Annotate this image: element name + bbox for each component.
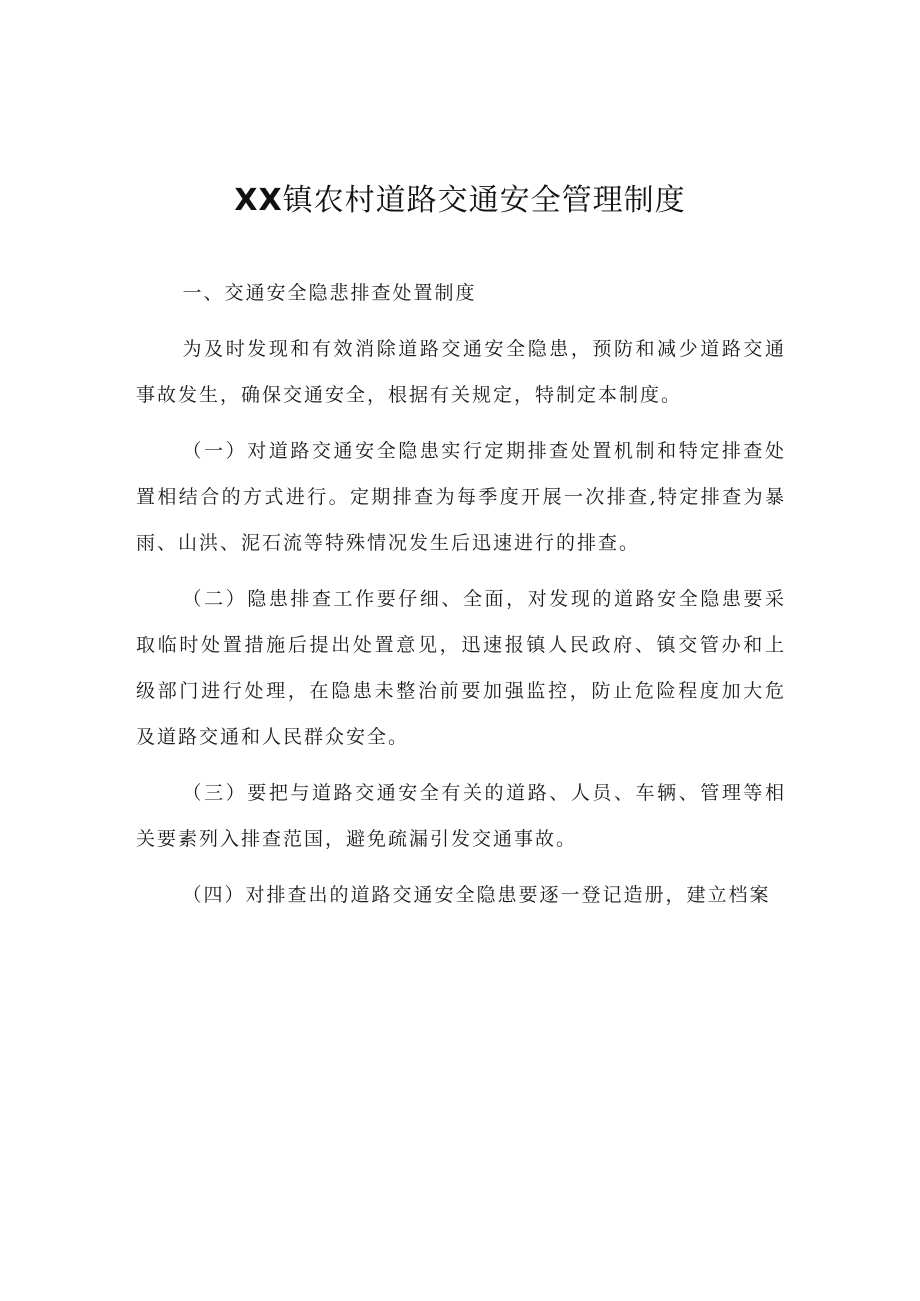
paragraph-item-1: （一）对道路交通安全隐患实行定期排查处置机制和特定排查处置相结合的方式进行。定期排查为每季度开展一次排查,特定排查为暴雨、山洪、泥石流等特殊情况发生后迅速进行的排查。 [136,440,786,554]
paragraph-intro: 为及时发现和有效消除道路交通安全隐患，预防和减少道路交通事故发生，确保交通安全，根据有关规定，特制定本制度。 [136,338,786,406]
document-title [0,178,920,224]
paragraph-item-4: （四）对排查出的道路交通安全隐患要逐一登记造册，建立档案 [182,884,771,906]
paragraph-item-3: （三）要把与道路交通安全有关的道路、人员、车辆、管理等相关要素列入排查范国，避免疏漏引发交通事故。 [136,782,786,850]
title-main: 镇农村道路交通安全管理制度 [282,183,686,218]
section-heading: 一、交通安全隐悲排查处置制度 [182,282,477,304]
title-prefix: XX [234,183,283,218]
paragraph-item-2: （二）隐患排查工作要仔细、全面，对发现的道路安全隐患要采取临时处置措施后提出处置意见，迅速报镇人民政府、镇交管办和上级部门进行处理，在隐患未整治前要加强监控，防止危险程度加大危及道路交通和人民群众安全。 [136,588,786,748]
document-body [136,270,786,918]
